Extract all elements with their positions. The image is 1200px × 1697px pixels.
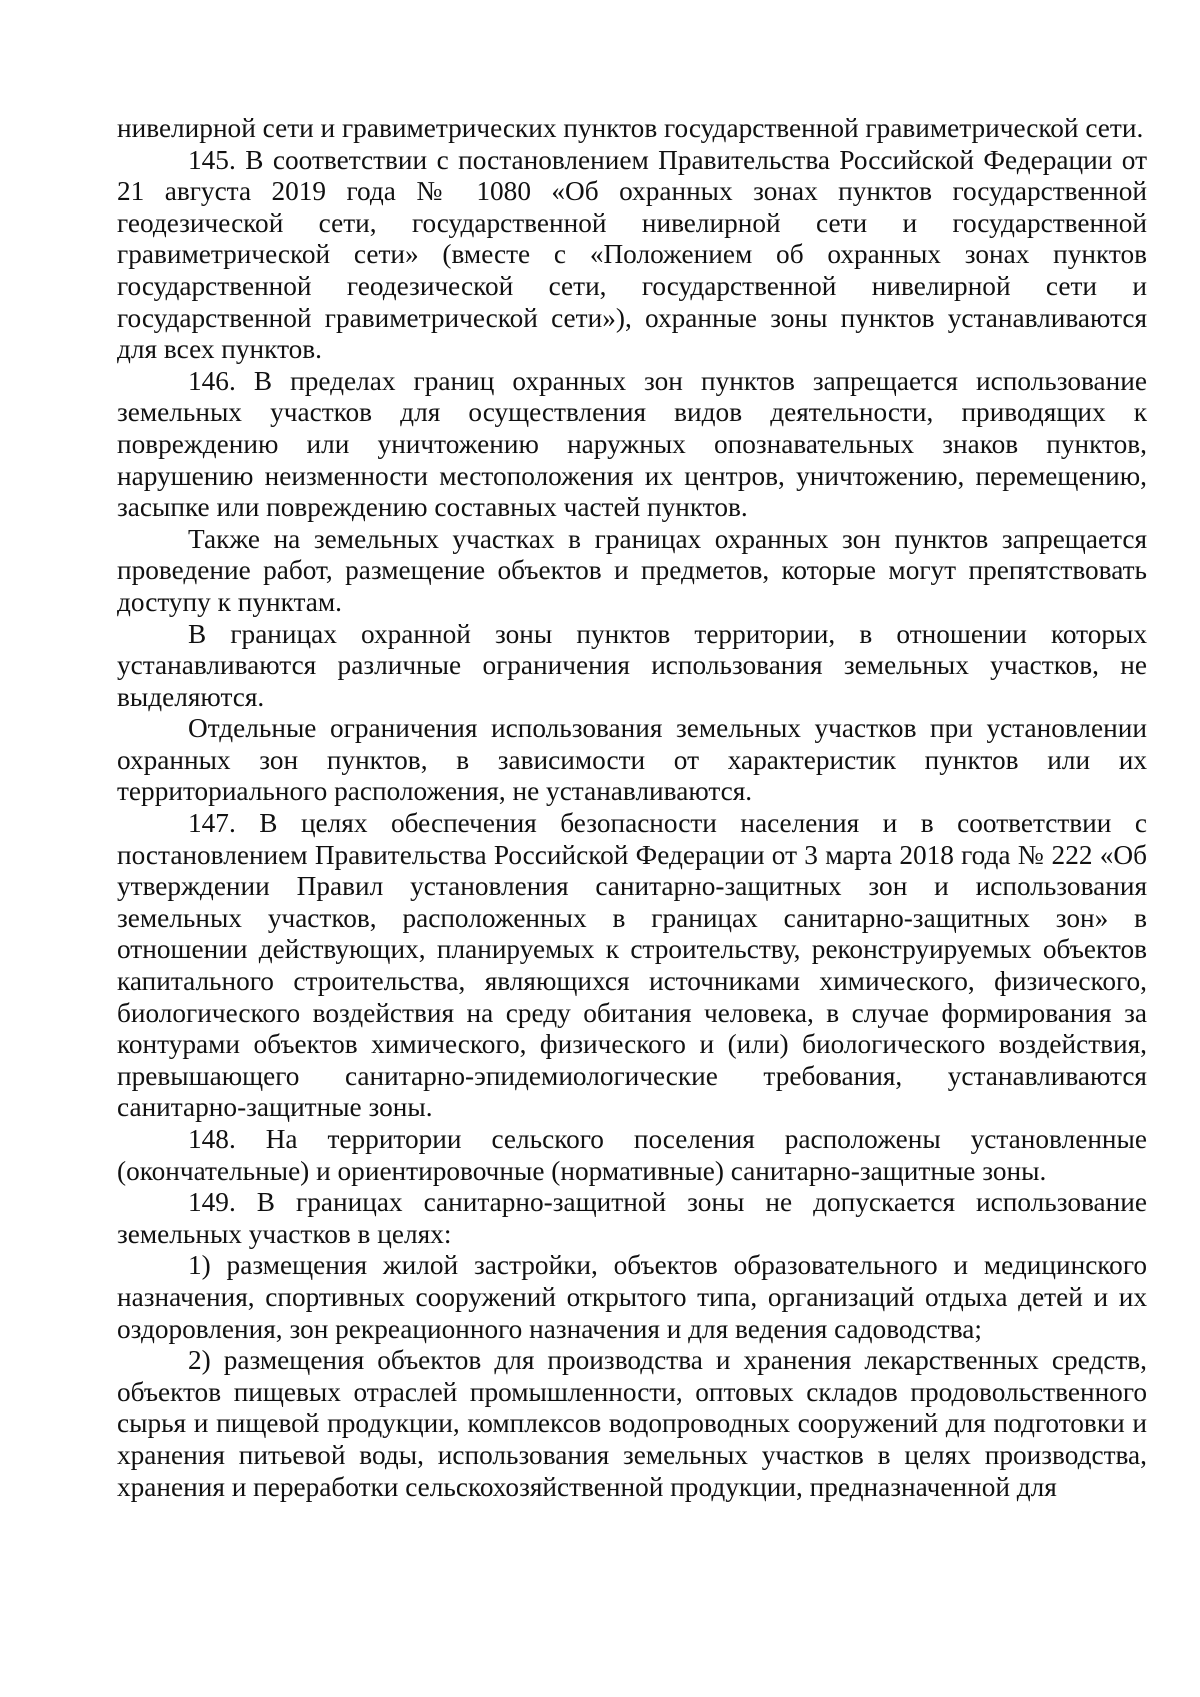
paragraph-146: 146. В пределах границ охранных зон пунктов запрещается использование земельных участков для осуществления видов деятельности, приводящих к повреждению или уничтожению наружных опознавательных знаков пунктов, нарушению неизменности местоположения их центров, уничтожению, перемещению, засыпке или повреждению составных частей пунктов. bbox=[117, 365, 1147, 523]
paragraph-149: 149. В границах санитарно-защитной зоны не допускается использование земельных участков в целях: bbox=[117, 1187, 1147, 1249]
list-item-1: 1) размещения жилой застройки, объектов образовательного и медицинского назначения, спортивных сооружений открытого типа, организаций отдыха детей и их оздоровления, зон рекреационного назначения и для ведения садоводства; bbox=[117, 1250, 1147, 1344]
paragraph-146-restrictions: Отдельные ограничения использования земельных участков при установлении охранных зон пунктов, в зависимости от характеристик пунктов или их территориального расположения, не устанавливаются. bbox=[117, 713, 1147, 807]
paragraph-145: 145. В соответствии с постановлением Правительства Российской Федерации от 21 августа 2019 года № 1080 «Об охранных зонах пунктов государственной геодезической сети, государственной нивелирной сети и государственной гравиметрической сети» (вместе с «Положением об охранных зонах пунктов государственной геодезической сети, государственной нивелирной сети и государственной гравиметрической сети»), охранные зоны пунктов устанавливаются для всех пунктов. bbox=[117, 144, 1147, 365]
paragraph-146-boundaries: В границах охранной зоны пунктов территории, в отношении которых устанавливаются различные ограничения использования земельных участков, не выделяются. bbox=[117, 618, 1147, 712]
paragraph-146-also: Также на земельных участках в границах охранных зон пунктов запрещается проведение работ, размещение объектов и предметов, которые могут препятствовать доступу к пунктам. bbox=[117, 523, 1147, 617]
paragraph-continuation: нивелирной сети и гравиметрических пунктов государственной гравиметрической сети. bbox=[117, 113, 1144, 143]
paragraph-147: 147. В целях обеспечения безопасности населения и в соответствии с постановлением Правительства Российской Федерации от 3 марта 2018 года № 222 «Об утверждении Правил установления санитарно-защитных зон и использования земельных участков, расположенных в границах санитарно-защитных зон» в отношении действующих, планируемых к строительству, реконструируемых объектов капитального строительства, являющихся источниками химического, физического, биологического воздействия на среду обитания человека, в случае формирования за контурами объектов химического, физического и (или) биологического воздействия, превышающего санитарно-эпидемиологические требования, устанавливаются санитарно-защитные зоны. bbox=[117, 808, 1147, 1123]
list-item-2: 2) размещения объектов для производства и хранения лекарственных средств, объектов пищевых отраслей промышленности, оптовых складов продовольственного сырья и пищевой продукции, комплексов водопроводных сооружений для подготовки и хранения питьевой воды, использования земельных участков в целях производства, хранения и переработки сельскохозяйственной продукции, предназначенной для bbox=[117, 1345, 1147, 1502]
paragraph-148: 148. На территории сельского поселения расположены установленные (окончательные) и ориентировочные (нормативные) санитарно-защитные зоны. bbox=[117, 1124, 1147, 1186]
document-page bbox=[117, 113, 1147, 1503]
